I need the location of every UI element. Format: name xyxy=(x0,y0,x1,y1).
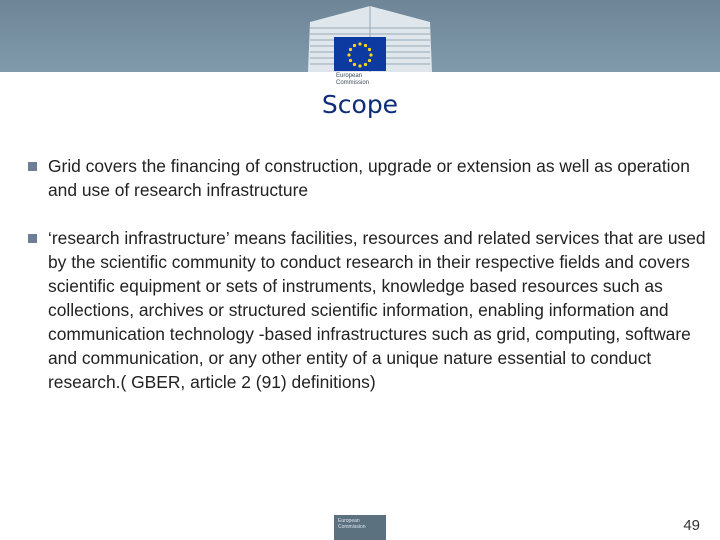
bullet-item xyxy=(24,154,714,202)
square-bullet-icon xyxy=(28,162,37,171)
eu-flag-icon xyxy=(334,37,386,71)
footer-logo xyxy=(334,515,386,540)
bullet-list xyxy=(24,154,714,394)
logo-line-1: European xyxy=(336,73,363,79)
european-commission-wordmark xyxy=(336,73,396,87)
slide-title: Scope xyxy=(321,90,399,119)
bullet-text: Grid covers the financing of construction, upgrade or extension as well as operation and use of research infrastructure xyxy=(48,156,690,200)
footer-logo-text: European Commission xyxy=(338,518,366,530)
logo-line-2: Commission xyxy=(336,80,370,86)
european-commission-logo xyxy=(334,37,386,71)
bullet-text: ’ means facilities, resources and related services that are used by the scientific community to conduct research in their respective fields and covers scientific equipment or sets of instruments, knowledge based resources such as collections, archives or structured scientific information, enabling information and communication technology -based infrastructures such as grid, computing, software and communication, or any other entity of a unique nature essential to conduct research.( GBER, article 2 (91) definitions) xyxy=(48,228,706,392)
square-bullet-icon xyxy=(28,234,37,243)
bullet-text-lead: ‘research infrastructure xyxy=(48,228,226,248)
page-number: 49 xyxy=(683,517,700,534)
bullet-item xyxy=(24,226,714,394)
